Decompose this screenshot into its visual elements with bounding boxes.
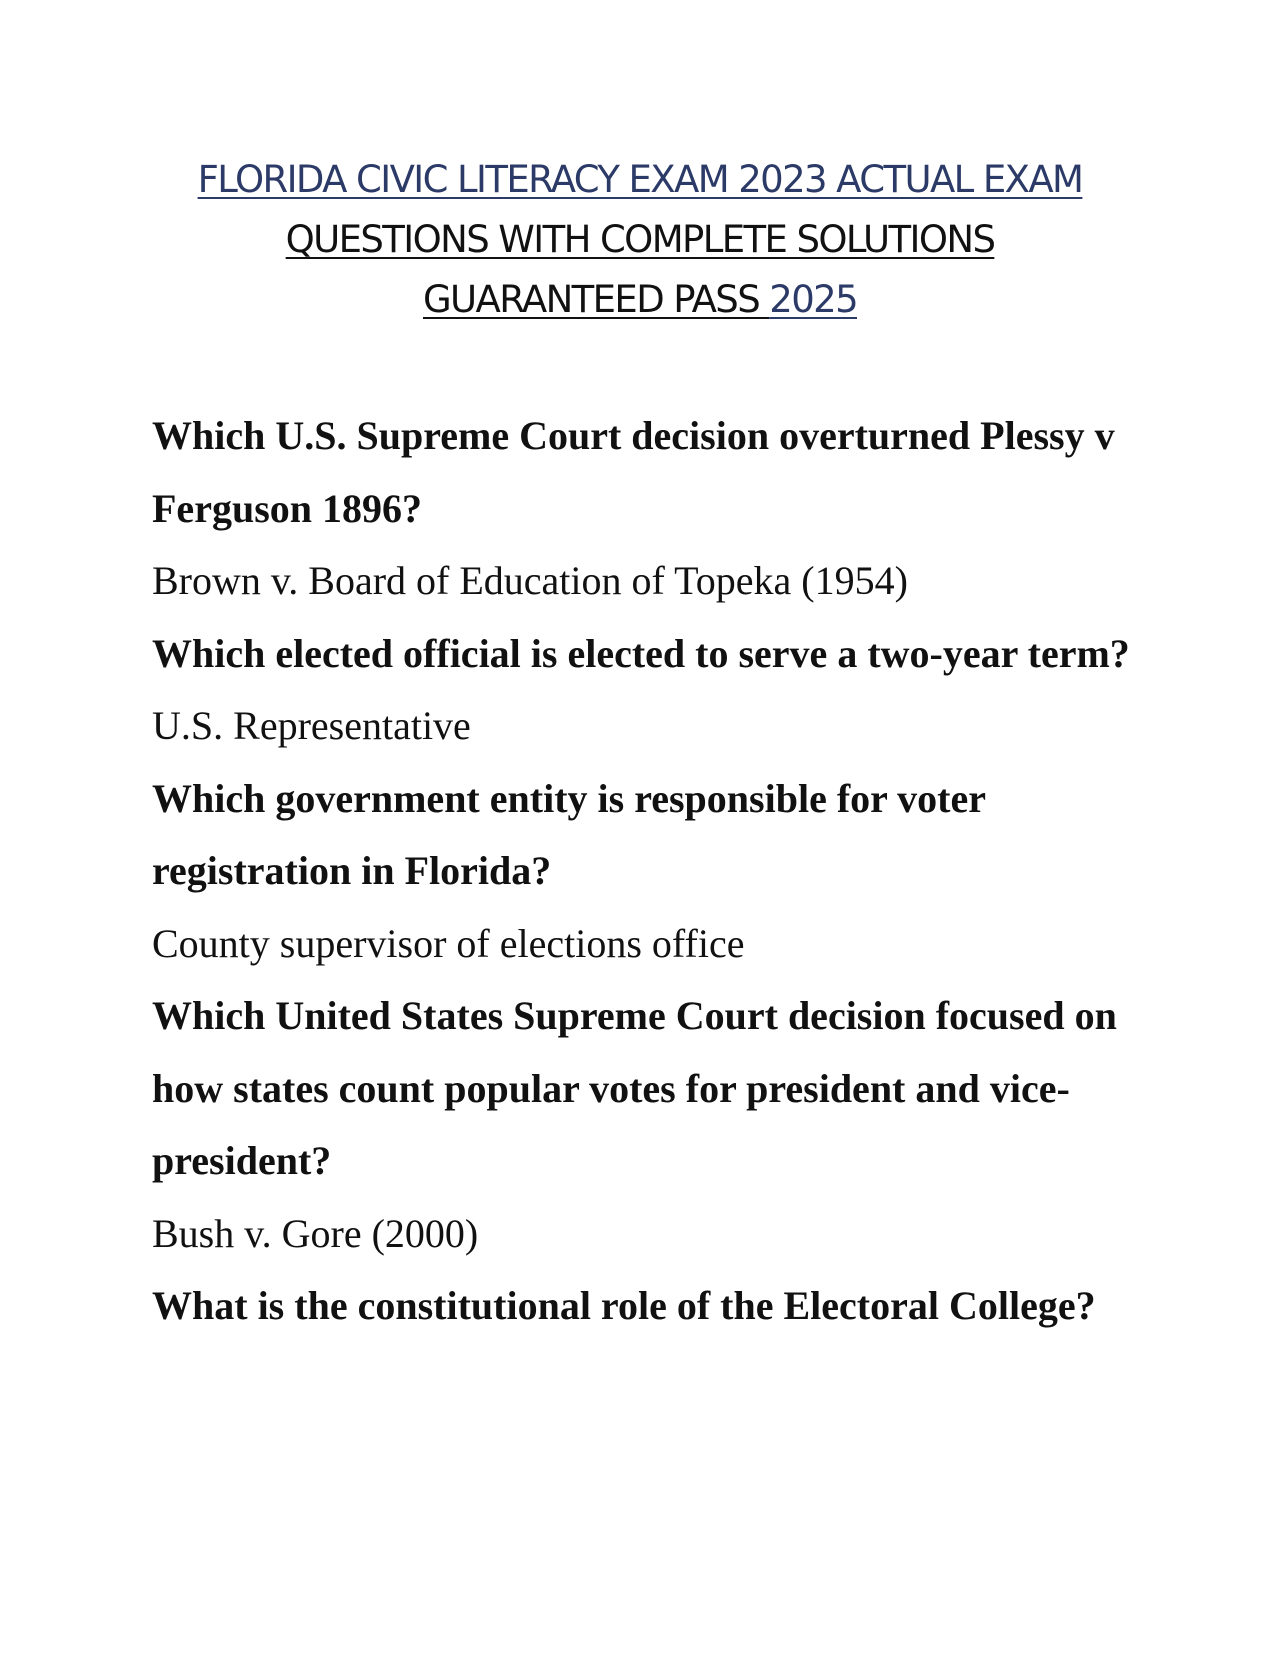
title-line-1-text: FLORIDA CIVIC LITERACY EXAM 2023 ACTUAL EXAM	[197, 158, 1083, 201]
title-line-3	[0, 270, 1280, 330]
title-line-3-year: 2025	[769, 278, 858, 321]
question-text: What is the constitutional role of the Electoral College?	[152, 1283, 1096, 1328]
document-title	[0, 150, 1280, 330]
answer-text: County supervisor of elections office	[152, 920, 745, 966]
question-text: Which U.S. Supreme Court decision overturned Plessy v Ferguson 1896?	[152, 413, 1115, 531]
title-line-2-text: QUESTIONS WITH COMPLETE SOLUTIONS	[285, 218, 995, 261]
answer-text: Brown v. Board of Education of Topeka (1954)	[152, 558, 908, 603]
question-text: Which elected official is elected to serve a two-year term?	[152, 630, 1130, 676]
answer-text: U.S. Representative	[152, 703, 471, 748]
answer-text: Bush v. Gore (2000)	[152, 1210, 479, 1256]
title-line-2	[0, 210, 1280, 270]
question-answer-list	[152, 400, 1162, 1343]
title-line-1	[0, 150, 1280, 210]
question-text: Which government entity is responsible for voter registration in Florida?	[152, 775, 986, 893]
question-text: Which United States Supreme Court decision focused on how states count popular votes for president and vice-president?	[152, 993, 1117, 1183]
title-line-3-prefix: GUARANTEED PASS	[422, 278, 770, 321]
